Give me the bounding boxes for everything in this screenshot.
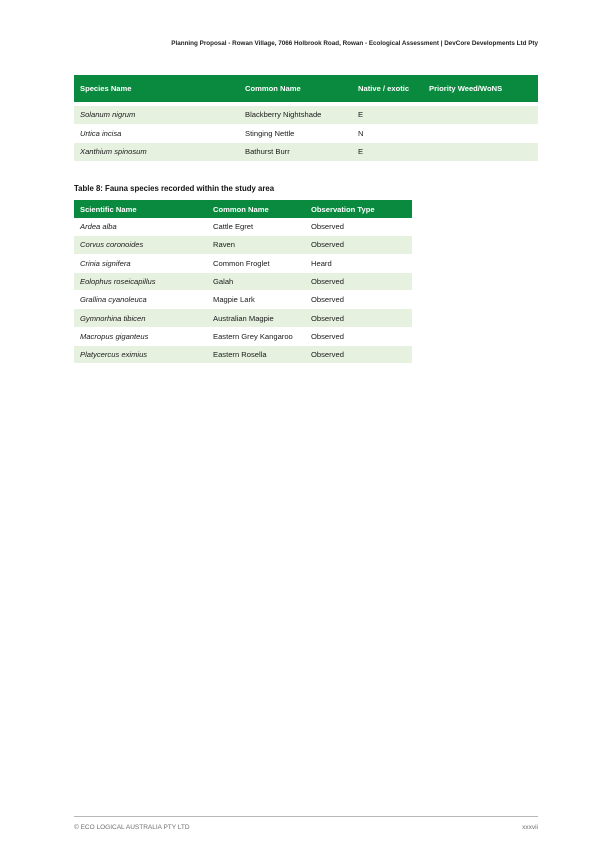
table-row: [74, 346, 412, 364]
scientific-name-cell: Corvus coronoides: [74, 236, 207, 254]
priority-weed-cell: [423, 124, 538, 143]
table-row: [74, 143, 538, 162]
footer-divider: [74, 816, 538, 817]
observation-type-cell: Observed: [305, 218, 412, 236]
common-name-cell: Raven: [207, 236, 305, 254]
table-row: [74, 218, 412, 236]
priority-weed-cell: [423, 143, 538, 162]
species-name-cell: Urtica incisa: [74, 124, 239, 143]
footer-copyright: © ECO LOGICAL AUSTRALIA PTY LTD: [74, 824, 190, 831]
scientific-name-cell: Grallina cyanoleuca: [74, 291, 207, 309]
table-row: [74, 327, 412, 345]
column-header: Common Name: [207, 200, 305, 218]
common-name-cell: Common Froglet: [207, 254, 305, 272]
observation-type-cell: Observed: [305, 272, 412, 290]
common-name-cell: Blackberry Nightshade: [239, 106, 352, 124]
scientific-name-cell: Macropus giganteus: [74, 327, 207, 345]
common-name-cell: Stinging Nettle: [239, 124, 352, 143]
column-header: Observation Type: [305, 200, 412, 218]
table-row: [74, 106, 538, 124]
column-header: Species Name: [74, 75, 239, 102]
column-header: Native / exotic: [352, 75, 423, 102]
common-name-cell: Eastern Grey Kangaroo: [207, 327, 305, 345]
table-row: [74, 309, 412, 327]
scientific-name-cell: Platycercus eximius: [74, 346, 207, 364]
species-name-cell: Xanthium spinosum: [74, 143, 239, 162]
page-number: xxxvii: [522, 824, 538, 831]
running-header: Planning Proposal - Rowan Village, 7066 Holbrook Road, Rowan - Ecological Assessment | DevCore Developments Ltd Pty: [171, 40, 538, 47]
native-exotic-cell: E: [352, 106, 423, 124]
common-name-cell: Australian Magpie: [207, 309, 305, 327]
common-name-cell: Bathurst Burr: [239, 143, 352, 162]
table-row: [74, 291, 412, 309]
common-name-cell: Galah: [207, 272, 305, 290]
observation-type-cell: Observed: [305, 327, 412, 345]
scientific-name-cell: Eolophus roseicapillus: [74, 272, 207, 290]
scientific-name-cell: Crinia signifera: [74, 254, 207, 272]
observation-type-cell: Heard: [305, 254, 412, 272]
species-name-cell: Solanum nigrum: [74, 106, 239, 124]
table-row: [74, 254, 412, 272]
column-header: Scientific Name: [74, 200, 207, 218]
table-row: [74, 272, 412, 290]
native-exotic-cell: N: [352, 124, 423, 143]
scientific-name-cell: Ardea alba: [74, 218, 207, 236]
observation-type-cell: Observed: [305, 291, 412, 309]
priority-weed-cell: [423, 106, 538, 124]
table-row: [74, 124, 538, 143]
fauna-species-table: [74, 200, 412, 364]
flora-species-table: [74, 75, 538, 162]
table-header-row: [74, 200, 412, 218]
scientific-name-cell: Gymnorhina tibicen: [74, 309, 207, 327]
table-caption: Table 8: Fauna species recorded within the study area: [74, 184, 275, 193]
column-header: Common Name: [239, 75, 352, 102]
common-name-cell: Eastern Rosella: [207, 346, 305, 364]
table-header-row: [74, 75, 538, 102]
native-exotic-cell: E: [352, 143, 423, 162]
common-name-cell: Magpie Lark: [207, 291, 305, 309]
observation-type-cell: Observed: [305, 346, 412, 364]
table-row: [74, 236, 412, 254]
column-header: Priority Weed/WoNS: [423, 75, 538, 102]
common-name-cell: Cattle Egret: [207, 218, 305, 236]
observation-type-cell: Observed: [305, 236, 412, 254]
observation-type-cell: Observed: [305, 309, 412, 327]
